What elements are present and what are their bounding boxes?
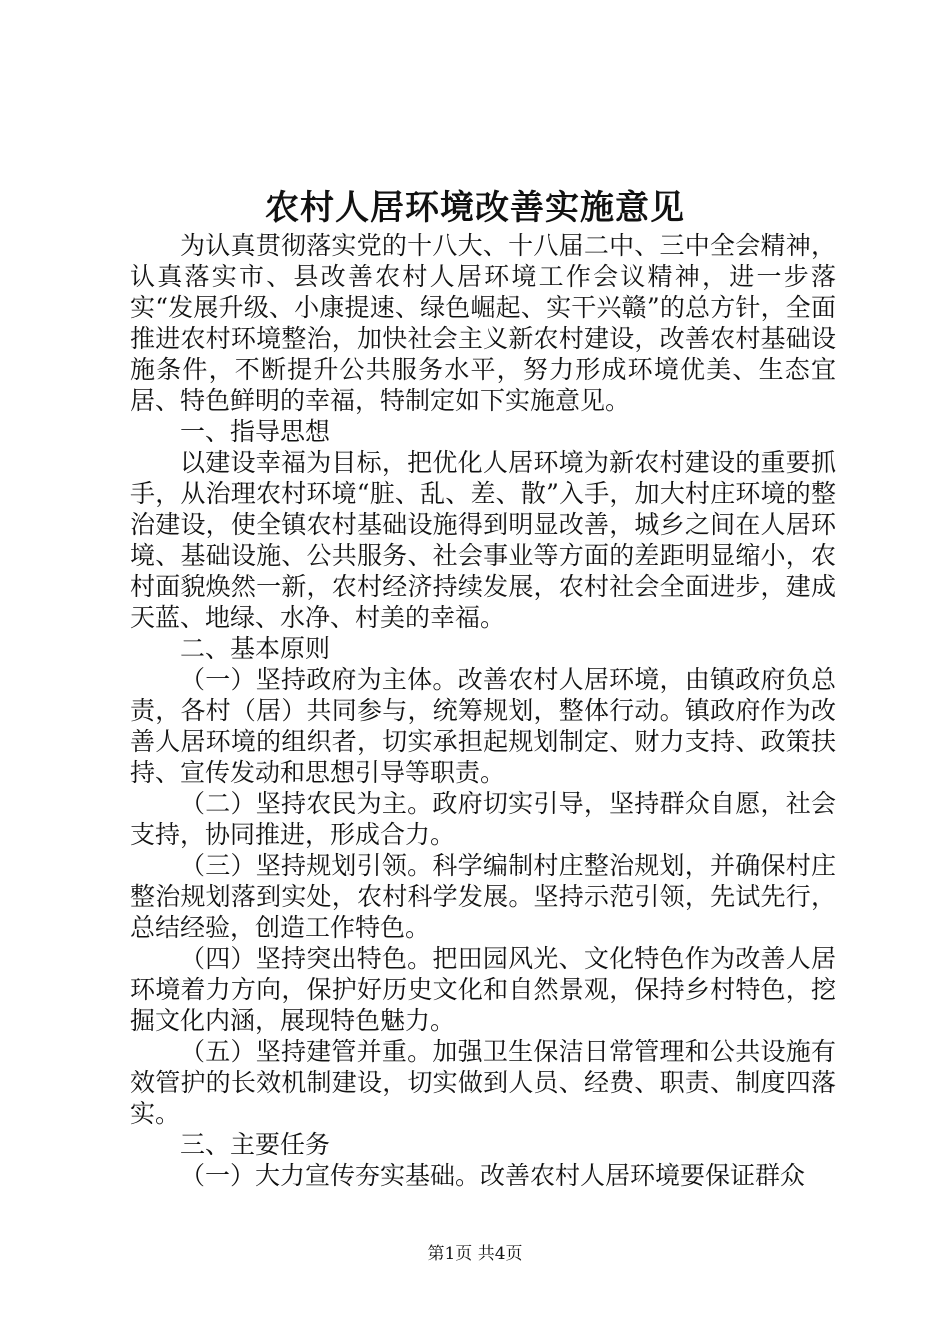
section-heading-main-tasks: 三、主要任务 (180, 1130, 331, 1159)
section-heading-guiding-ideology: 一、指导思想 (180, 417, 331, 446)
paragraph-principle-3: （三）坚持规划引领。科学编制村庄整治规划，并确保村庄整治规划落到实处，农村科学发展。坚持示范引领，先试先行，总结经验，创造工作特色。 (130, 851, 836, 942)
page-title: 农村人居环境改善实施意见 (265, 188, 685, 228)
section-heading-basic-principles: 二、基本原则 (180, 634, 331, 663)
paragraph-principle-1: （一）坚持政府为主体。改善农村人居环境，由镇政府负总责，各村（居）共同参与，统筹规划，整体行动。镇政府作为改善人居环境的组织者，切实承担起规划制定、财力支持、政策扶持、宣传发动和思想引导等职责。 (130, 665, 836, 787)
paragraph-task-1: （一）大力宣传夯实基础。改善农村人居环境要保证群众 (180, 1161, 806, 1190)
paragraph-guiding-ideology: 以建设幸福为目标，把优化人居环境为新农村建设的重要抓手，从治理农村环境“脏、乱、差、散”入手，加大村庄环境的整治建设，使全镇农村基础设施得到明显改善，城乡之间在人居环境、基础设施、公共服务、社会事业等方面的差距明显缩小，农村面貌焕然一新，农村经济持续发展，农村社会全面进步，建成天蓝、地绿、水净、村美的幸福。 (130, 448, 836, 632)
paragraph-principle-5: （五）坚持建管并重。加强卫生保洁日常管理和公共设施有效管护的长效机制建设，切实做到人员、经费、职责、制度四落实。 (130, 1037, 836, 1128)
paragraph-intro: 为认真贯彻落实党的十八大、十八届二中、三中全会精神，认真落实市、县改善农村人居环境工作会议精神，进一步落实“发展升级、小康提速、绿色崛起、实干兴赣”的总方针，全面推进农村环境整治，加快社会主义新农村建设，改善农村基础设施条件，不断提升公共服务水平，努力形成环境优美、生态宜居、特色鲜明的幸福，特制定如下实施意见。 (130, 231, 836, 415)
document-body (130, 230, 836, 1191)
paragraph-principle-4: （四）坚持突出特色。把田园风光、文化特色作为改善人居环境着力方向，保护好历史文化和自然景观，保持乡村特色，挖掘文化内涵，展现特色魅力。 (130, 944, 836, 1035)
paragraph-principle-2: （二）坚持农民为主。政府切实引导，坚持群众自愿，社会支持，协同推进，形成合力。 (130, 789, 836, 849)
page-footer: 第1页 共4页 (427, 1244, 523, 1264)
